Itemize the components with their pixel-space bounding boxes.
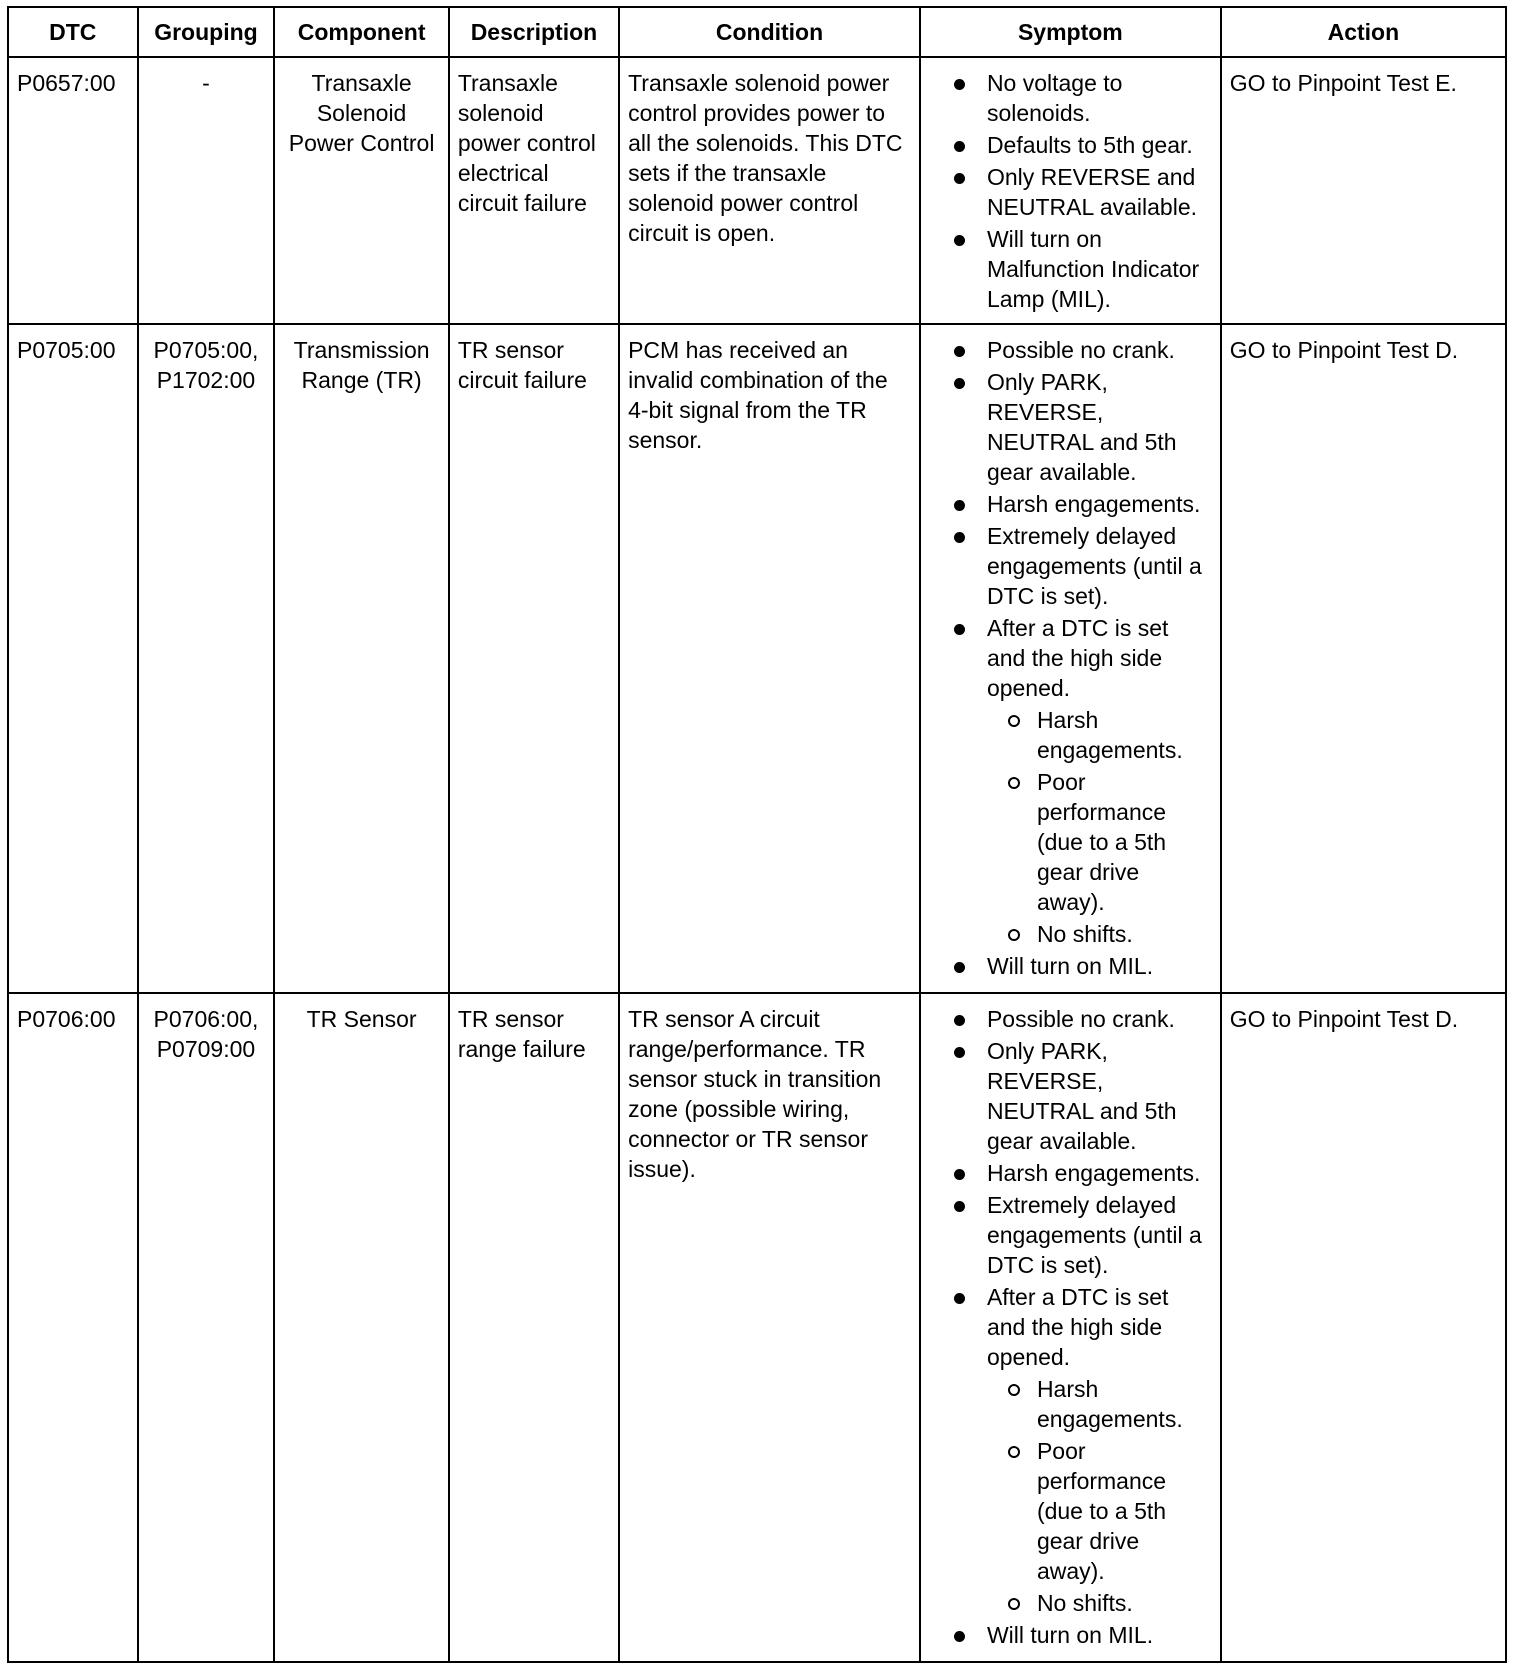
- symptom-list: [929, 68, 1212, 314]
- symptom-subitem: Poor performance (due to a 5th gear drive away).: [1037, 1436, 1212, 1586]
- header-description: Description: [449, 7, 619, 57]
- symptom-subitem: Poor performance (due to a 5th gear drive away).: [1037, 767, 1212, 917]
- symptom-item: Extremely delayed engagements (until a DTC is set).: [987, 521, 1212, 611]
- symptom-subitem: No shifts.: [1037, 1588, 1212, 1618]
- symptom-list: [929, 335, 1212, 981]
- symptom-subitem: Harsh engagements.: [1037, 1374, 1212, 1434]
- dtc-cell: P0657:00: [8, 57, 138, 324]
- table-row: [8, 993, 1506, 1662]
- symptom-item: Will turn on MIL.: [987, 1620, 1212, 1650]
- table-row: [8, 324, 1506, 993]
- symptom-subitem: No shifts.: [1037, 919, 1212, 949]
- header-action: Action: [1221, 7, 1506, 57]
- grouping-cell: -: [138, 57, 275, 324]
- action-cell: GO to Pinpoint Test D.: [1221, 324, 1506, 993]
- symptom-item: Harsh engagements.: [987, 1158, 1212, 1188]
- header-component: Component: [274, 7, 448, 57]
- action-cell: GO to Pinpoint Test D.: [1221, 993, 1506, 1662]
- symptom-item: Will turn on MIL.: [987, 951, 1212, 981]
- symptom-item: Possible no crank.: [987, 1004, 1212, 1034]
- symptom-item: Defaults to 5th gear.: [987, 130, 1212, 160]
- header-dtc: DTC: [8, 7, 138, 57]
- grouping-cell: P0706:00, P0709:00: [138, 993, 275, 1662]
- symptom-cell: [920, 57, 1221, 324]
- description-cell: Transaxle solenoid power control electrical circuit failure: [449, 57, 619, 324]
- symptom-item: Only PARK, REVERSE, NEUTRAL and 5th gear available.: [987, 1036, 1212, 1156]
- symptom-subitem: Harsh engagements.: [1037, 705, 1212, 765]
- symptom-item: Harsh engagements.: [987, 489, 1212, 519]
- symptom-item: Will turn on Malfunction Indicator Lamp (MIL).: [987, 224, 1212, 314]
- symptom-item: [987, 613, 1212, 949]
- symptom-item: Extremely delayed engagements (until a DTC is set).: [987, 1190, 1212, 1280]
- table-row: [8, 57, 1506, 324]
- symptom-item: Only REVERSE and NEUTRAL available.: [987, 162, 1212, 222]
- grouping-cell: P0705:00, P1702:00: [138, 324, 275, 993]
- action-cell: GO to Pinpoint Test E.: [1221, 57, 1506, 324]
- symptom-item: Only PARK, REVERSE, NEUTRAL and 5th gear available.: [987, 367, 1212, 487]
- symptom-item: No voltage to solenoids.: [987, 68, 1212, 128]
- symptom-list: [929, 1004, 1212, 1650]
- symptom-cell: [920, 324, 1221, 993]
- header-row: [8, 7, 1506, 57]
- description-cell: TR sensor circuit failure: [449, 324, 619, 993]
- description-cell: TR sensor range failure: [449, 993, 619, 1662]
- condition-cell: TR sensor A circuit range/performance. TR sensor stuck in transition zone (possible wiring, connector or TR sensor issue).: [619, 993, 920, 1662]
- symptom-sublist: [987, 1374, 1212, 1618]
- component-cell: Transaxle Solenoid Power Control: [274, 57, 448, 324]
- dtc-cell: P0705:00: [8, 324, 138, 993]
- dtc-cell: P0706:00: [8, 993, 138, 1662]
- component-cell: Transmission Range (TR): [274, 324, 448, 993]
- symptom-cell: [920, 993, 1221, 1662]
- component-cell: TR Sensor: [274, 993, 448, 1662]
- header-grouping: Grouping: [138, 7, 275, 57]
- symptom-sublist: [987, 705, 1212, 949]
- symptom-item: Possible no crank.: [987, 335, 1212, 365]
- dtc-table: [7, 6, 1507, 1663]
- symptom-item: [987, 1282, 1212, 1618]
- symptom-item-text: After a DTC is set and the high side opened.: [986, 1284, 1169, 1370]
- header-symptom: Symptom: [920, 7, 1221, 57]
- condition-cell: PCM has received an invalid combination of the 4-bit signal from the TR sensor.: [619, 324, 920, 993]
- symptom-item-text: After a DTC is set and the high side opened.: [986, 615, 1169, 701]
- header-condition: Condition: [619, 7, 920, 57]
- condition-cell: Transaxle solenoid power control provides power to all the solenoids. This DTC sets if the transaxle solenoid power control circuit is open.: [619, 57, 920, 324]
